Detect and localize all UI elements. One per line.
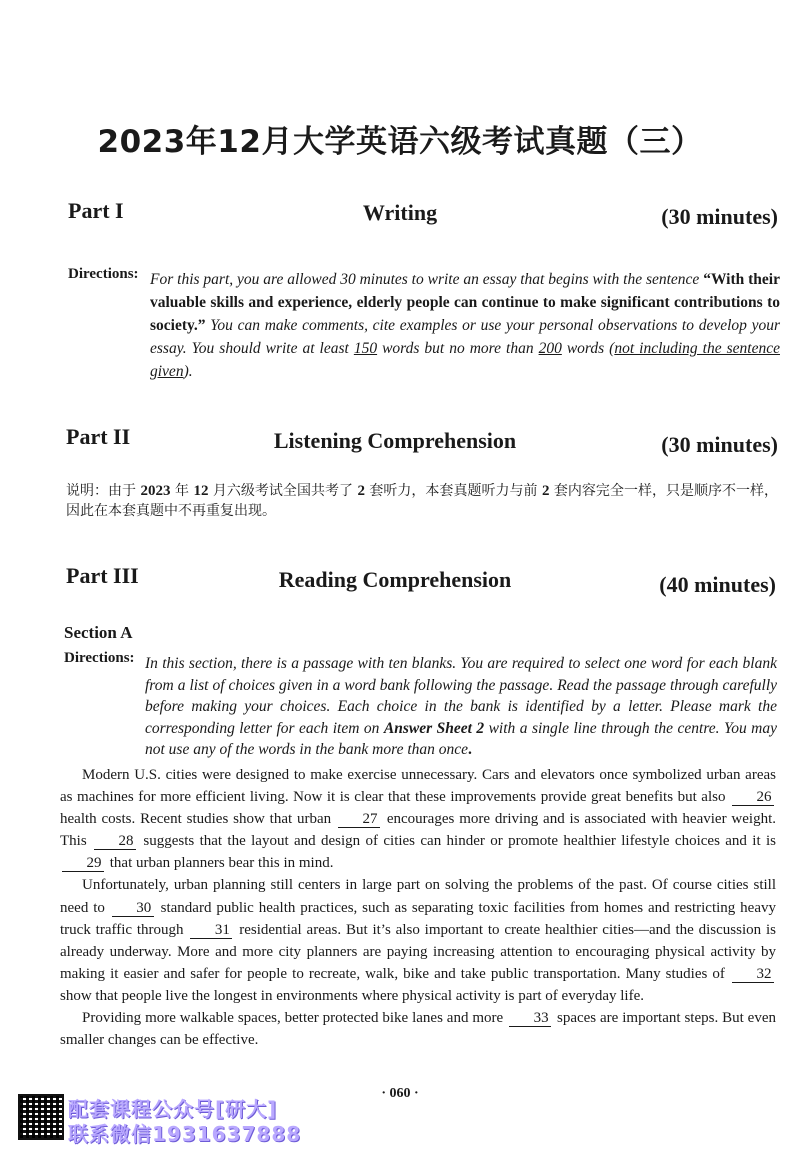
watermark-line-1: 配套课程公众号[研大] [68, 1097, 278, 1121]
part-i-label: Part I [68, 198, 124, 223]
part-iii-label: Part III [66, 563, 139, 588]
passage-paragraph-2: Unfortunately, urban planning still centers in large part on solving the problems of the past. Of course cities still need to 30 standard public health practices, such as separating toxic facilities from homes and restricting heavy truck traffic through 31 residential areas. But it’s also important to create healthier cities—and the discussion is already underway. More and more city planners are paying increasing attention to encouraging physical activity by making it easier and safer for people to recreate, walk, bike and take public transportation. Many studies of 32 show that people live the longest in environments where physical activity is part of everyday life. [60, 877, 776, 1004]
part-iii-time: (40 minutes) [659, 572, 776, 597]
part-i-title: Writing [362, 200, 438, 225]
reading-passage [60, 764, 776, 1051]
listening-note: 说明：由于 2023 年 12 月六级考试全国共考了 2 套听力，本套真题听力与前 2 套内容完全一样，只是顺序不一样，因此在本套真题中不再重复出现。 [66, 483, 779, 519]
page-title: 2023年12月大学英语六级考试真题（三） [97, 124, 703, 160]
blank-32[interactable]: 32 [732, 966, 774, 983]
blank-27[interactable]: 27 [338, 811, 380, 828]
blank-31[interactable]: 31 [190, 922, 232, 939]
part-ii-time: (30 minutes) [661, 432, 778, 457]
blank-30[interactable]: 30 [112, 900, 154, 917]
watermark-line-2: 联系微信1931637888 [68, 1122, 302, 1146]
blank-33[interactable]: 33 [509, 1010, 551, 1027]
blank-29[interactable]: 29 [62, 855, 104, 872]
part-iii-title: Reading Comprehension [278, 567, 512, 592]
blank-28[interactable]: 28 [94, 833, 136, 850]
blank-26[interactable]: 26 [732, 789, 774, 806]
part-i-directions-label: Directions: [68, 266, 139, 282]
passage-paragraph-1: Modern U.S. cities were designed to make exercise unnecessary. Cars and elevators once symbolized urban areas as machines for more efficient living. Now it is clear that these improvements provide great benefits but also 26 health costs. Recent studies show that urban 27 encourages more driving and is associated with heavier weight. This 28 suggests that the layout and design of cities can hinder or promote healthier lifestyle choices and it is 29 that urban planners bear this in mind. [60, 767, 777, 872]
section-a-heading: Section A [64, 623, 133, 642]
passage-paragraph-3: Providing more walkable spaces, better protected bike lanes and more 33 spaces are important steps. But even smaller changes can be effective. [60, 1010, 776, 1049]
part-iii-directions: In this section, there is a passage with ten blanks. You are required to select one word for each blank from a list of choices given in a word bank following the passage. Read the passage through carefully before making your choices. Each choice in the bank is identified by a letter. Please mark the corresponding letter for each item on Answer Sheet 2 with a single line through the centre. You may not use any of the words in the bank more than once. [145, 655, 777, 758]
page-number: · 060 · [381, 1086, 419, 1101]
part-ii-title: Listening Comprehension [273, 428, 517, 453]
qr-code-icon [18, 1094, 64, 1140]
part-i-time: (30 minutes) [661, 204, 778, 229]
part-i-directions: For this part, you are allowed 30 minutes to write an essay that begins with the sentence “With their valuable skills and experience, elderly people can continue to make significant contributions to society.” You can make comments, cite examples or use your personal observations to develop your essay. You should write at least 150 words but no more than 200 words (not including the sentence given). [150, 271, 780, 380]
part-iii-directions-label: Directions: [64, 650, 135, 666]
part-ii-label: Part II [66, 424, 131, 449]
